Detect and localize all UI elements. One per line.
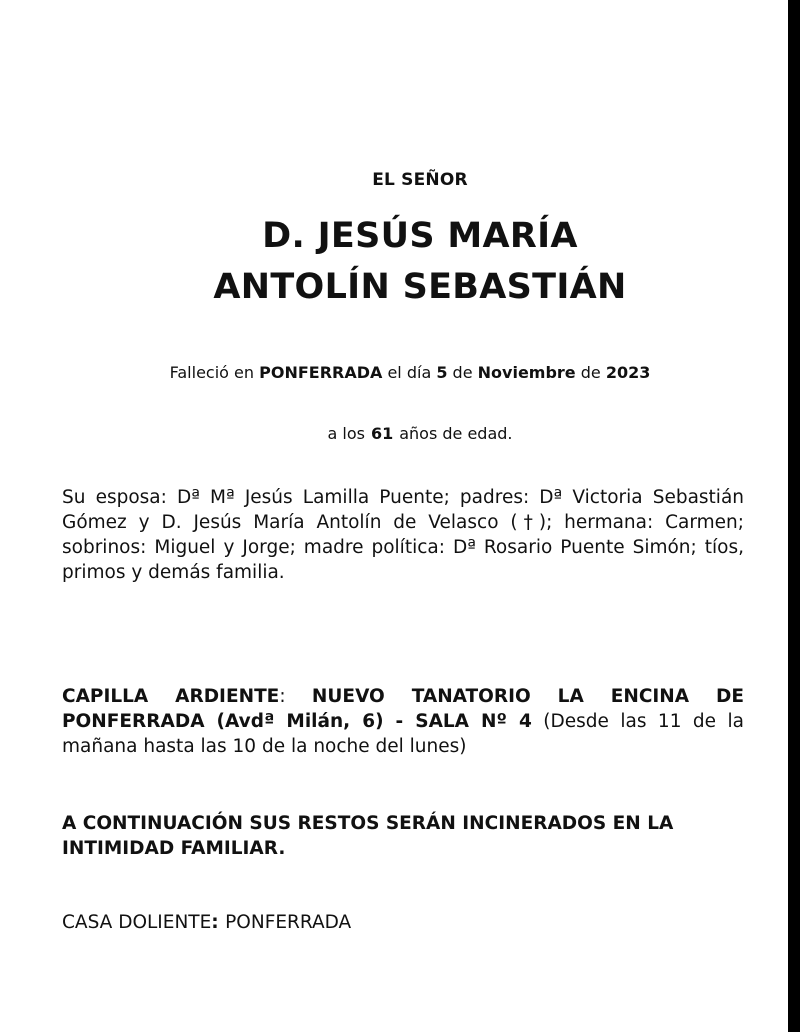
deceased-name-line-1: D. JESÚS MARÍA — [262, 216, 578, 256]
cremation-notice: A CONTINUACIÓN SUS RESTOS SERÁN INCINERADOS EN LA INTIMIDAD FAMILIAR. — [62, 813, 674, 859]
chapel-hours: (Desde las 11 de la mañana hasta las 10 de la noche del lunes) — [62, 711, 744, 757]
title-heading: EL SEÑOR — [372, 170, 468, 190]
age-info — [0, 424, 800, 443]
death-prefix: Falleció en — [169, 363, 260, 382]
deceased-name-line-2: ANTOLÍN SEBASTIÁN — [213, 267, 627, 307]
death-info — [0, 363, 800, 382]
death-year: 2023 — [605, 363, 651, 382]
death-mid-1: el día — [382, 363, 437, 382]
house-place: PONFERRADA — [225, 912, 352, 933]
death-place: PONFERRADA — [259, 363, 383, 382]
death-day: 5 — [436, 363, 448, 382]
house-label: CASA DOLIENTE — [62, 912, 212, 933]
family-paragraph: Su esposa: Dª Mª Jesús Lamilla Puente; padres: Dª Victoria Sebastián Gómez y D. Jesús María Antolín de Velasco (†); hermana: Carmen; sobrinos: Miguel y Jorge; madre política: Dª Rosario Puente Simón; tíos, primos y demás familia. — [62, 487, 744, 583]
death-mid-3: de — [575, 363, 606, 382]
death-mid-2: de — [447, 363, 478, 382]
chapel-label: CAPILLA ARDIENTE — [62, 686, 280, 707]
chapel-place: NUEVO TANATORIO LA ENCINA DE PONFERRADA (Avdª Milán, 6) - SALA Nº 4 — [62, 686, 744, 732]
mourning-house — [62, 910, 744, 935]
age-value: 61 — [370, 424, 394, 443]
chapel-paragraph — [62, 684, 744, 759]
chapel-colon: : — [279, 686, 312, 707]
age-prefix: a los — [327, 424, 365, 443]
house-colon: : — [211, 912, 226, 933]
age-suffix: años de edad. — [399, 424, 513, 443]
death-month: Noviembre — [477, 363, 576, 382]
